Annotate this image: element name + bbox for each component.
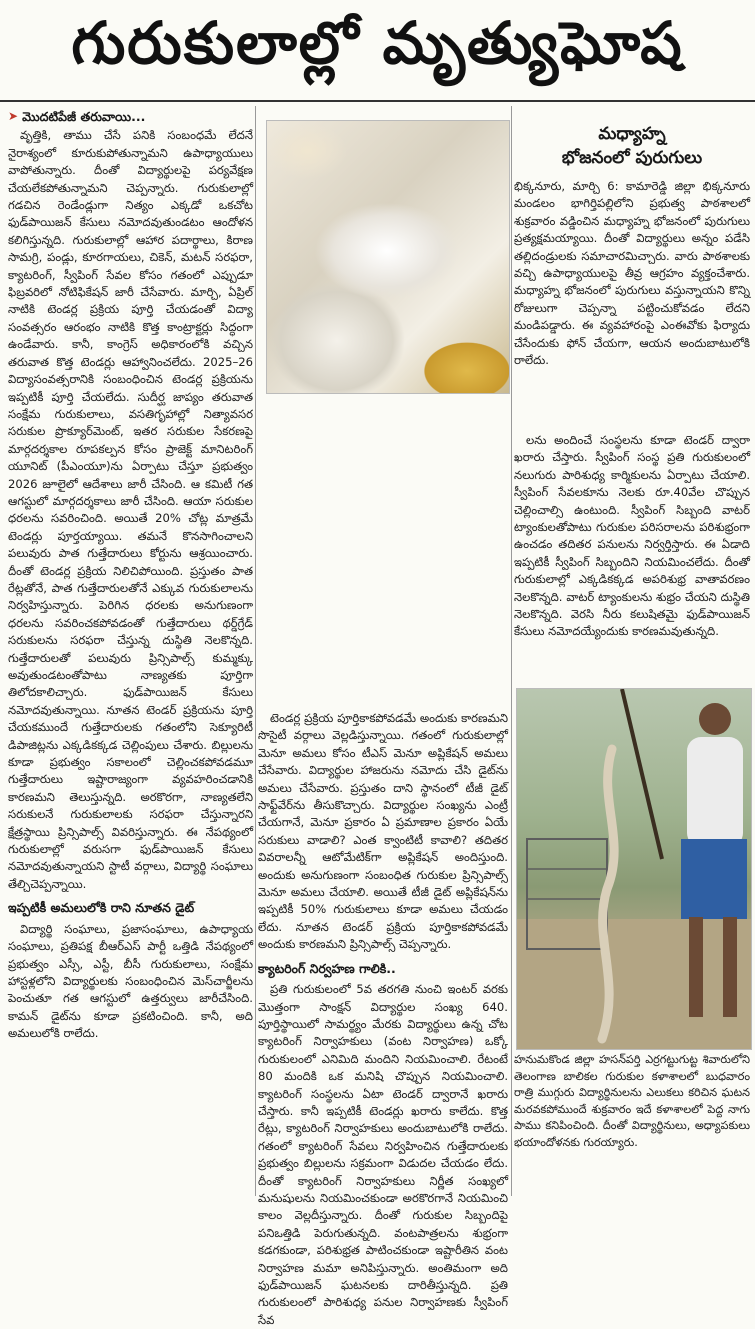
sidebar-title-line: మధ్యాహ్న [598, 124, 666, 144]
snake-photo-illustration [517, 689, 751, 1049]
article-paragraph: టెండర్ల ప్రక్రియ పూర్తికాకపోవడమే అందుకు కారణమని సొసైటీ వర్గాలు వెల్లడిస్తున్నాయి. గతంలో గురుకులాల్లో మెనూ అమలు కోసం టీఎస్ మెనూ అప్లికేషన్ అమలు చేసేవారు. విద్యార్థుల హాజరును నమోదు చేసి డైట్‌ను అమలు చేసేవారు. ప్రస్తుతం దాని స్థానంలో టీజీ డైట్ సాఫ్ట్‌వేర్‌ను తీసుకొచ్చారు. విద్యార్థుల సంఖ్యను ఎంట్రీ చేయగానే, మెనూ ప్రకారం ఏ ప్రమాణాల ప్రకారం ఏయే సరుకులు వాడాలి? ఎంత క్వాంటిటీ కావాలి? తదితర వివరాలన్నీ ఆటోమేటిక్‌గా అప్లికేషన్ అందిస్తుంది. అందుకు అనుగుణంగా సంబంధిత గురుకుల ప్రిన్సిపాల్స్ మెనూ అమలు చేయాలి. అయితే టీజీ డైట్ అప్లికేషన్‌ను ఇప్పటికీ 50% గురుకులాలు కూడా అమలు చేయడం లేదు. నూతన టెండర్ ప్రక్రియ పూర్తికాకపోవడమే అందుకు కారణమని ప్రిన్సిపాల్స్ చెప్పన్నారు. [258, 711, 508, 952]
article-paragraph: వృత్తికి, తాము చేసే పనికి సంబంధమే లేదనే నైరాశ్యంలో కూరుకుపోతున్నామని ఉపాధ్యాయులు వాపోతున్నారు. దీంతో విద్యార్థులపై పర్యవేక్షణ చేయలేకపోతున్నామని చెప్పన్నారు. గురుకులాల్లో గడచిన రెండేండ్లుగా నిత్యం ఎక్కడో ఒకచోట ఫుడ్‌పాయిజన్ కేసులు నమోదవుతుండటం ఆందోళన కలిగిస్తున్నది. గురుకులాల్లో ఆహార పదార్థాలు, కిరాణ సామగ్రి, పండ్లు, కూరగాయలు, చికెన్, మటన్ సరఫరా, క్యాటరింగ్, స్వీపింగ్ సేవల కోసం గతంలో ఎప్పుడూ ఫిబ్రవరిలో నోటిఫికేషన్ జారీ చేసేవారు. మార్చి, ఏప్రిల్ నాటికి టెండర్ల ప్రక్రియ పూర్తి చేయడంతో విద్యా సంవత్సరం ఆరంభం నాటికి కొత్త కాంట్రాక్టర్లు సిద్ధంగా ఉండేవారు. కానీ, కాంగ్రెస్ అధికారంలోకి వచ్చిన తరువాత కొత్త టెండర్లు ఆహ్వానించలేదు. 2025–26 విద్యాసంవత్సరానికి సంబంధించిన టెండర్ల ప్రక్రియను ఇప్పటికీ పూర్తి చేయలేదు. సుదీర్ఘ జాప్యం తరువాత సంక్షేమ గురుకులాలు, వసతిగృహాల్లో నిత్యావసర సరుకుల ప్రొక్యూర్‌మెంట్, ఇతర సరుకుల సేకరణపై మార్గదర్శకాల రూపకల్పన కోసం ప్రాజెక్ట్ మానిటరింగ్ యూనిట్ (పీఎంయూ)ను ఏర్పాటు చేస్తూ ప్రభుత్వం 2026 జూలైలో ఆదేశాలు జారీ చేసింది. ఆ కమిటీ గత ఆగస్టులో మార్గదర్శకాలు జారీ చేసింది. ఆయా సరుకుల ధరలను సవరించింది. అయితే 20% చోట్ల మాత్రమే టెండర్లు పూర్తయ్యాయి. తమనే కొనసాగించాలని పలువురు పాత గుత్తేదారులు కోర్టును ఆశ్రయించారు. దీంతో టెండర్ల ప్రక్రియ నిలిచిపోయింది. ప్రస్తుతం పాత రేట్లతోనే, పాత గుత్తేదారులతోనే ఎక్కువ గురుకులాలను నిర్వహిస్తున్నారు. పెరిగిన ధరలకు అనుగుణంగా ధరలను సవరించకపోవడంతో గుత్తేదారులు థర్డ్‌గ్రేడ్ సరుకులను సరఫరా చేస్తున్న దుస్థితి నెలకొన్నది. గుత్తేదారులతో పలువురు ప్రిన్సిపాల్స్ కుమ్మక్కు అవుతుండటంతోపాటు నాణ్యతకు పూర్తిగా తిలోదకాలిచ్చారు. ఫుడ్‌పాయిజన్ కేసులు నమోదవుతున్నాయి. నూతన టెండర్ ప్రక్రియను పూర్తి చేయకముందే గుత్తేదారులకు గతంలోని సెక్యూరిటీ డిపాజిట్లను ఎక్కడికక్కడ చెల్లింపులు చేశారు. బిల్లులను కూడా ప్రభుత్వం సకాలంలో చెల్లించకపోవడమూ గుత్తేదారులు ఇష్టారాజ్యంగా వ్యవహరించడానికి కారణమని తెలుస్తున్నది. అరకొరగా, నాణ్యతలేని సరుకులనే గురుకులాలకు సరఫరా చేస్తున్నారని క్షేత్రస్థాయి ప్రిన్సిపాల్స్ వివరిస్తున్నారు. ఈ నేపథ్యంలో గురుకులాల్లో వరుసగా ఫుడ్‌పాయిజన్ కేసులు నమోదవుతున్నాయని స్టాటీ వర్గాలు, విద్యార్థి సంఘాలు తేల్చిచెప్పన్నాయి. [8, 128, 253, 891]
sidebar-paragraph: భిక్కనూరు, మార్చి 6: కామారెడ్డి జిల్లా భిక్కనూరు మండలం భాగిర్తిపల్లిలోని ప్రభుత్వ పాఠశాలలో శుక్రవారం వడ్డించిన మధ్యాహ్న భోజనంలో పురుగులు ప్రత్యక్షమయ్యాయి. దీంతో విద్యార్థులు అన్నం పడేసి తల్లిదండ్రులకు సమాచారమిచ్చారు. వారు పాఠశాలకు వచ్చి ఉపాధ్యాయులపై తీవ్ర ఆగ్రహం వ్యక్తంచేశారు. మధ్యాహ్న భోజనంలో పురుగులు వస్తున్నాయని కొన్ని రోజులుగా చెప్పన్నా పట్టించుకోవడం లేదని మండిపడ్డారు. ఈ వ్యవహారంపై ఎంఈవోకు ఫిర్యాదు చేసేందుకు ఫోన్ చేయగా, ఆయన అందుబాటులోకి రాలేదు. [514, 179, 750, 368]
kicker-label: మొదటిపేజీ తరువాయి... [22, 109, 146, 124]
column-divider [255, 106, 256, 1196]
sidebar-body [514, 178, 750, 369]
headline: గురుకులాల్లో మృత్యుఘోష [0, 0, 755, 102]
continuation-kicker [8, 108, 253, 125]
sidebar-title-line: భోజనంలో పురుగులు [561, 148, 703, 168]
article-column-1 [8, 108, 253, 1043]
caption-text: హనుమకొండ జిల్లా హసన్‌పర్తి ఎర్రగట్టుగుట్ట శివారులోని తెలంగాణ బాలికల గురుకుల కళాశాలలో బుధవారం రాత్రి ముగ్గురు విద్యార్థినులను ఎలుకలు కరిచిన ఘటన మరవకపోముందే శుక్రవారం ఇదే కళాశాలలో పెద్ద నాగు పాము కనిపించింది. దీంతో విద్యార్థినులు, అధ్యాపకులు భయాందోళనకు గురయ్యారు. [514, 1053, 750, 1149]
article-paragraph: విద్యార్థి సంఘాలు, ప్రజాసంఘాలు, ఉపాధ్యాయ సంఘాలు, ప్రతిపక్ష బీఆర్ఎస్ పార్టీ ఒత్తిడి నేపథ్యంలో ప్రభుత్వం ఎస్సీ, ఎస్టీ, బీసీ గురుకులాలు, సంక్షేమ హాస్టళ్లలోని విద్యార్థులకు సంబంధించిన మెస్‌చార్జీలను పెంచుతూ గత ఆగస్టులో ఉత్తర్వులు జారీచేసింది. కామన్ డైట్‌ను కూడా ప్రకటించింది. కానీ, అది అమలులోకి రాలేదు. [8, 921, 253, 1041]
sidebar-title [514, 122, 750, 170]
article-column-3 [514, 432, 750, 641]
column-divider [511, 106, 512, 1196]
photo-caption [514, 1052, 750, 1152]
arrow-icon: ➤ [8, 109, 19, 123]
subheading: ఇప్పటికీ అమలులోకి రాని నూతన డైట్ [8, 900, 195, 916]
article-paragraph: లను అందించే సంస్థలను కూడా టెండర్ ద్వారా ఖరారు చేస్తారు. స్వీపింగ్ సంస్థ ప్రతి గురుకులంలో నలుగురు పారిశుధ్య కార్మికులను ఏర్పాటు చేయాలి. స్వీపింగ్ సేవలకూను నెలకు రూ.40వేల చొప్పున చెల్లించాల్సి ఉంటుంది. స్వీపింగ్ సిబ్బంది వాటర్ ట్యాంకులతోపాటు గురుకుల పరిసరాలను పరిశుభ్రంగా ఉంచడం తదితర పనులను నిర్వర్తిస్తారు. ఈ ఏడాది ఇప్పటికీ స్వీపింగ్ సిబ్బందిని నియమించలేదు. దీంతో గురుకులాల్లో ఎక్కడికక్కడ అపరిశుభ్ర వాతావరణం నెలకొన్నది. వాటర్ ట్యాంకులను శుభ్రం చేయని దుస్థితి నెలకొన్నది. వెరసి నీరు కలుషితమై ఫుడ్‌పాయిజన్ కేసులు నమోదయ్యేందుకు కారణమవుతున్నది. [514, 433, 750, 639]
article-paragraph: ప్రతి గురుకులంలో 5వ తరగతి నుంచి ఇంటర్ వరకు మొత్తంగా సాంక్షన్ విద్యార్థుల సంఖ్య 640. పూర్తిస్థాయిలో సామర్థ్యం మేరకు విద్యార్థులు ఉన్న చోట క్యాటరింగ్ నిర్వాహకులు (వంట నిర్వాహణ) ఒక్కో గురుకులంలో ఎనిమిది మందిని నియమించాలి. రేటంటే 80 మందికి ఒక మనిషి చొప్పున నియమించాలి. క్యాటరింగ్ సంస్థలను ఏటా టెండర్ ద్వారానే ఖరారు చేస్తారు. కానీ ఇప్పటికీ టెండర్లు ఖరారు కాలేదు. కొత్త రేట్లు, క్యాటరింగ్ నిర్వాహకులు అందుబాటులోకి రాలేదు. గతంలో క్యాటరింగ్ సేవలు నిర్వహించిన గుత్తేదారులకు ప్రభుత్వం బిల్లులను సక్రమంగా విడుదల చేయడం లేదు. దీంతో క్యాటరింగ్ నిర్వాహకులు నిర్ణీత సంఖ్యలో మనుషులను నియమించకుండా అరకొరగానే నియమించి కాలం వెల్లదీస్తున్నారు. దీంతో గురుకుల సిబ్బందిపై పనిఒత్తిడి పెరుగుతున్నది. వంటపాత్రలను శుభ్రంగా కడగకుండా, పరిశుభ్రత పాటించకుండా ఇష్టారీతిన వంట నిర్వాహణ మమా అనిపిస్తున్నారు. అంతిమంగా అది ఫుడ్‌పాయిజన్ ఘటనలకు దారితీస్తున్నది. ప్రతి గురుకులంలో పారిశుధ్య పనుల నిర్వాహణకు స్వీపింగ్ సేవ [258, 982, 508, 1327]
food-worms-photo [266, 120, 510, 394]
subheading: క్యాటరింగ్ నిర్వహణ గాలికి.. [258, 960, 396, 976]
article-column-2 [258, 710, 508, 1329]
snake-photo [516, 688, 752, 1050]
